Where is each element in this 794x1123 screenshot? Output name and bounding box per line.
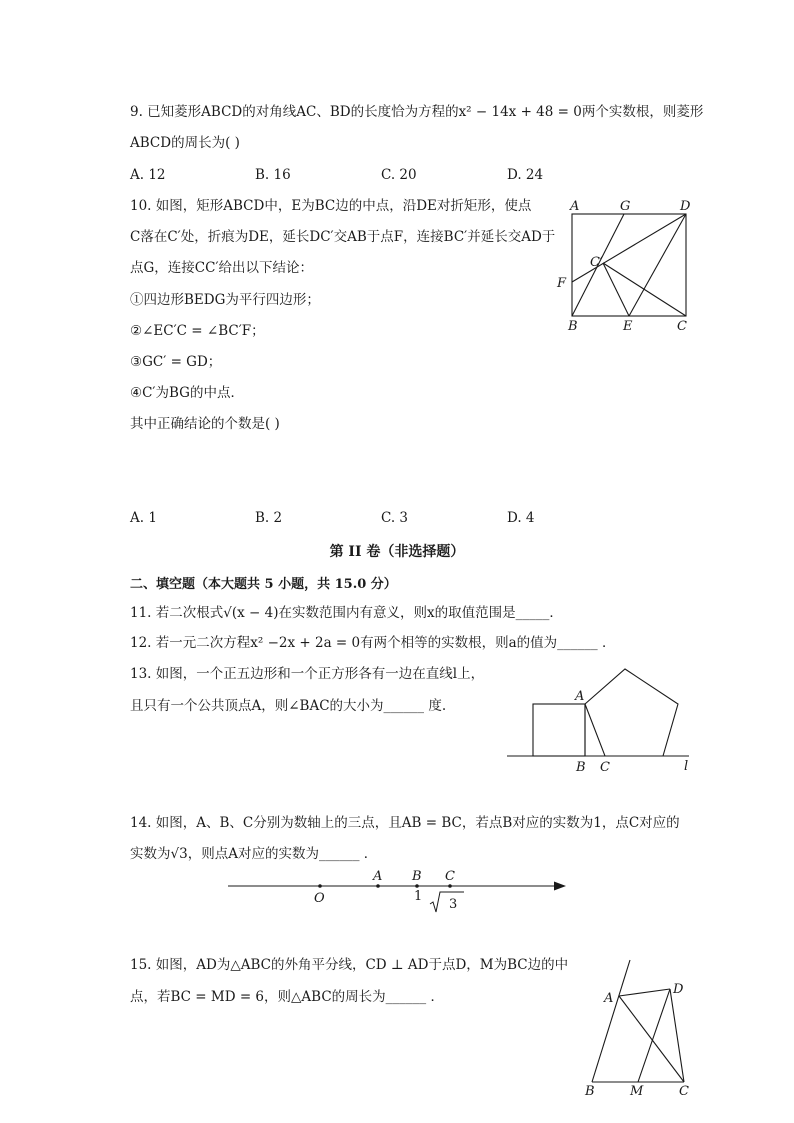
- q13-label-b: B: [576, 760, 586, 775]
- q15-label-d: D: [673, 982, 684, 997]
- q10-line4: 其中正确结论的个数是( ): [130, 416, 280, 432]
- point-c: [448, 884, 452, 888]
- q15-label-b: B: [585, 1084, 595, 1099]
- q9-option-c: C. 20: [381, 167, 417, 183]
- q14-label-b: B: [412, 869, 422, 884]
- q15-line1: 15. 如图，AD为△ABC的外角平分线，CD ⊥ AD于点D，M为BC边的中: [130, 957, 569, 973]
- ray-ba-extended: [592, 960, 630, 1082]
- q15-label-m: M: [630, 1084, 644, 1099]
- q9-line1: 9. 已知菱形ABCD的对角线AC、BD的长度恰为方程的x² − 14x + 48 = 0两个实数根，则菱形: [130, 104, 704, 120]
- point-o: [318, 884, 322, 888]
- q10-conclusion-4: ④C′为BG的中点．: [130, 385, 244, 401]
- q14-number-line: [228, 866, 573, 916]
- q10-line1: 10. 如图，矩形ABCD中，E为BC边的中点，沿DE对折矩形，使点: [130, 198, 532, 214]
- q9-option-d: D. 24: [507, 167, 544, 183]
- q15-label-a: A: [604, 991, 614, 1006]
- q14-label-o: O: [314, 891, 325, 906]
- q14-label-a: A: [373, 869, 383, 884]
- q10-line2: C落在C′处，折痕为DE，延长DC′交AB于点F，连接BC′并延长交AD于: [130, 229, 556, 245]
- q10-label-g: G: [620, 199, 631, 214]
- q14-line1: 14. 如图，A、B、C分别为数轴上的三点，且AB = BC，若点B对应的实数为1，点C对应的: [130, 815, 680, 831]
- segment-cd: [670, 989, 684, 1082]
- pentagon: [585, 669, 678, 756]
- q15-label-c: C: [679, 1084, 689, 1099]
- segment-de: [629, 214, 686, 316]
- q11-text: 11. 若二次根式√(x − 4)在实数范围内有意义，则x的取值范围是_____．: [130, 605, 563, 621]
- axis-arrow: [554, 882, 566, 891]
- q10-label-f: F: [557, 276, 567, 291]
- segment-md: [638, 989, 670, 1082]
- q10-label-c: C: [677, 319, 687, 334]
- segment-ad: [619, 989, 670, 996]
- q10-option-d: D. 4: [507, 510, 535, 526]
- q14-label-c: C: [445, 869, 455, 884]
- q10-figure: [552, 196, 702, 336]
- q12-text: 12. 若一元二次方程x² −2x + 2a = 0有两个相等的实数根，则a的值为______ ．: [130, 635, 616, 651]
- q13-label-c: C: [600, 760, 610, 775]
- q10-label-c1: C′: [590, 255, 603, 270]
- point-a: [376, 884, 380, 888]
- point-b: [415, 884, 419, 888]
- q15-line2: 点，若BC = MD = 6，则△ABC的周长为______ ．: [130, 989, 444, 1005]
- q10-conclusion-2: ②∠EC′C = ∠BC′F；: [130, 323, 265, 339]
- q13-figure: [505, 660, 695, 775]
- q10-option-b: B. 2: [255, 510, 283, 526]
- q9-option-b: B. 16: [255, 167, 291, 183]
- q14-label-one: 1: [414, 889, 423, 904]
- q13-line1: 13. 如图，一个正五边形和一个正方形各有一边在直线l上，: [130, 666, 485, 682]
- q10-line3: 点G，连接CC′给出以下结论：: [130, 260, 314, 276]
- q13-label-l: l: [684, 759, 689, 774]
- q9-line2: ABCD的周长为( ): [130, 135, 240, 151]
- section-title: 第 II 卷（非选择题）: [329, 544, 465, 560]
- q10-conclusion-3: ③GC′ = GD；: [130, 354, 222, 370]
- q10-label-b: B: [568, 319, 578, 334]
- q10-conclusion-1: ①四边形BEDG为平行四边形；: [130, 292, 320, 308]
- q10-label-d: D: [680, 199, 691, 214]
- q10-option-a: A. 1: [130, 510, 157, 526]
- q14-label-sqrt-arg: 3: [449, 897, 458, 912]
- q13-line2: 且只有一个公共顶点A，则∠BAC的大小为______ 度.: [130, 698, 447, 714]
- square: [533, 704, 585, 756]
- q13-label-a: A: [575, 689, 585, 704]
- section-subtitle: 二、填空题（本大题共 5 小题，共 15.0 分）: [130, 577, 397, 592]
- sqrt-symbol: [430, 892, 464, 912]
- q14-line2: 实数为√3，则点A对应的实数为______ ．: [130, 846, 378, 862]
- segment-ac: [619, 996, 684, 1082]
- q15-figure: [578, 955, 698, 1100]
- q10-label-e: E: [623, 319, 633, 334]
- segment-df: [572, 214, 686, 282]
- q10-label-a: A: [570, 199, 580, 214]
- q9-option-a: A. 12: [130, 167, 166, 183]
- q10-option-c: C. 3: [381, 510, 409, 526]
